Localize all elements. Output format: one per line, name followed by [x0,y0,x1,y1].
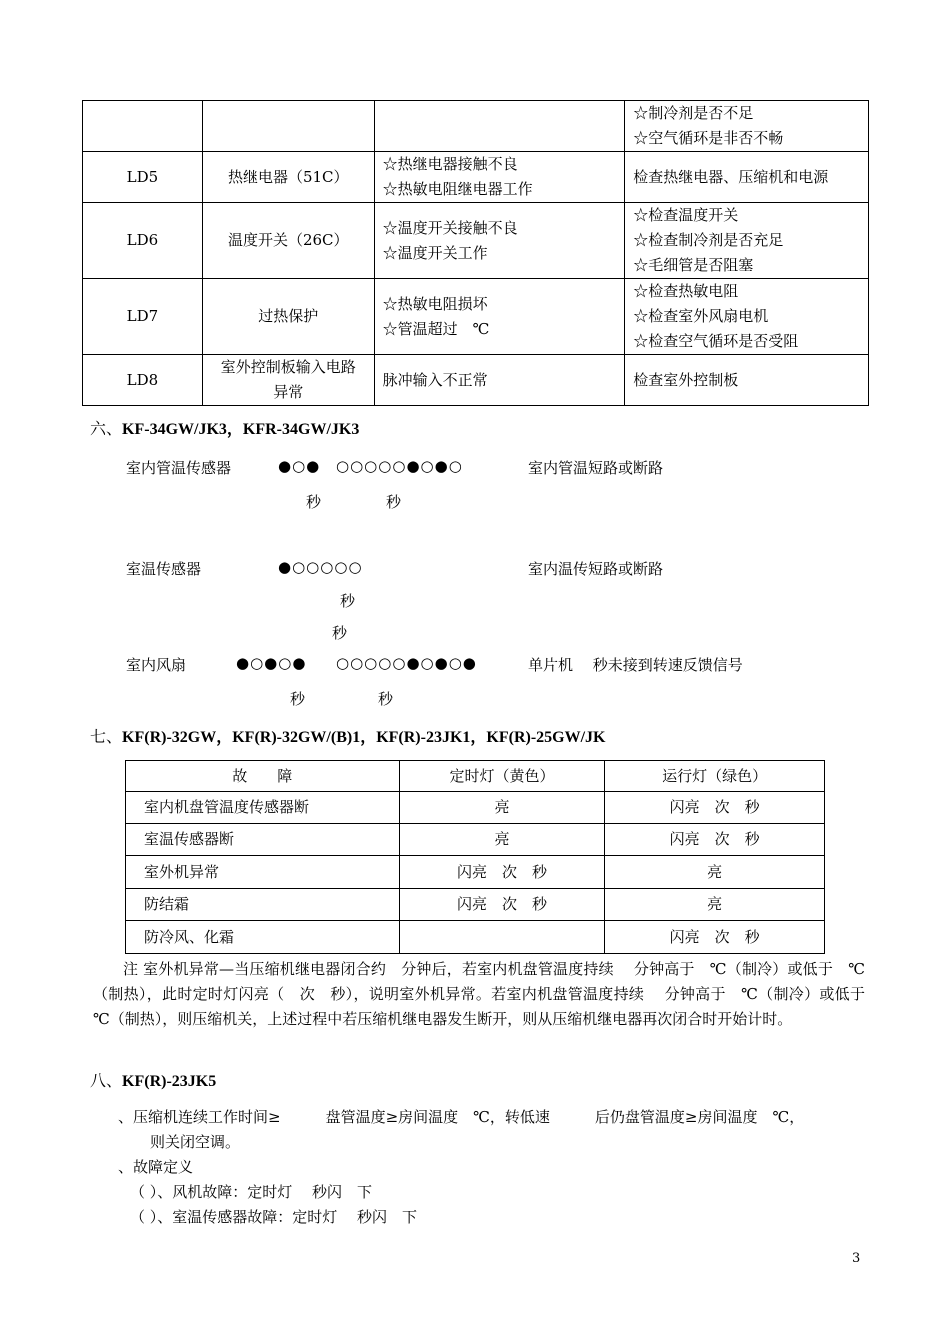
column-header: 故 障 [126,761,400,792]
fault-cell: 室外机异常 [126,856,400,889]
code-cell [83,101,203,152]
column-header: 运行灯（绿色） [605,761,825,792]
text-line: 、故障定义 [118,1158,194,1176]
code-cell: LD5 [83,152,203,203]
timer-light-cell: 亮 [399,792,605,824]
code-cell: LD8 [83,355,203,406]
fault-light-table [125,760,825,954]
seconds-label: 秒 [386,493,402,511]
text-line: （ ）、风机故障：定时灯 秒闪 下 [130,1183,373,1201]
run-light-cell: 亮 [605,889,825,921]
run-light-cell: 闪亮 次 秒 [605,824,825,856]
seconds-label: 秒 [340,592,356,610]
fault-cell: 防冷风、化霜 [126,921,400,954]
check-cell: ☆制冷剂是否不足 ☆空气循环是非否不畅 [625,101,869,152]
table-row [83,152,869,203]
seconds-label: 秒 [332,624,348,642]
cause-cell [374,101,625,152]
fault-table-ld [82,100,869,406]
cause-cell: ☆热敏电阻损坏 ☆管温超过 ℃ [374,279,625,355]
table-row [83,203,869,279]
seconds-label: 秒 [378,690,394,708]
fault-desc: 室内管温短路或断路 [528,459,664,477]
section-heading: 八、KF(R)-23JK5 [90,1071,217,1090]
page-number: 3 [852,1251,861,1266]
run-light-cell: 闪亮 次 秒 [605,921,825,954]
name-cell: 室外控制板输入电路 异常 [202,355,374,406]
blink-pattern: ●○○○○○ [278,558,363,576]
text-line: （ ）、室温传感器故障：定时灯 秒闪 下 [130,1208,418,1226]
fault-cell: 防结霜 [126,889,400,921]
table-row [126,824,825,856]
name-cell: 温度开关（26C） [202,203,374,279]
name-cell: 过热保护 [202,279,374,355]
run-light-cell: 闪亮 次 秒 [605,792,825,824]
cause-cell: ☆热继电器接触不良 ☆热敏电阻继电器工作 [374,152,625,203]
code-cell: LD6 [83,203,203,279]
fault-desc: 室内温传短路或断路 [528,560,664,578]
note-paragraph: 注 室外机异常—当压缩机继电器闭合约 分钟后，若室内机盘管温度持续 分钟高于 ℃（制冷）或低于 ℃（制热），此时定时灯闪亮（ 次 秒），说明室外机异常。若室内机盘管温度持续 分钟高于 ℃（制冷）或低于 ℃（制热），则压缩机关，上述过程中若压缩机继电器发生断开，则从压缩机继电器再次闭合时开始计时。 [93,960,881,1028]
cause-cell: 脉冲输入不正常 [374,355,625,406]
section-heading: 六、KF-34GW/JK3，KFR-34GW/JK3 [90,419,360,438]
table-row [126,889,825,921]
table-row [83,355,869,406]
cause-cell: ☆温度开关接触不良 ☆温度开关工作 [374,203,625,279]
table-row [126,792,825,824]
table-row [83,101,869,152]
timer-light-cell [399,921,605,954]
fault-cell: 室内机盘管温度传感器断 [126,792,400,824]
run-light-cell: 亮 [605,856,825,889]
table-row [126,856,825,889]
section-heading: 七、KF(R)-32GW，KF(R)-32GW/(B)1，KF(R)-23JK1，KF(R)-25GW/JK [90,727,606,746]
text-line: 则关闭空调。 [150,1133,241,1151]
check-cell: ☆检查温度开关 ☆检查制冷剂是否充足 ☆毛细管是否阻塞 [625,203,869,279]
seconds-label: 秒 [306,493,322,511]
fault-cell: 室温传感器断 [126,824,400,856]
seconds-label: 秒 [290,690,306,708]
blink-pattern: ●○● [278,457,321,475]
sensor-label: 室内管温传感器 [126,459,232,477]
fault-desc: 单片机 秒未接到转速反馈信号 [528,656,743,674]
blink-pattern: ○○○○○●○●○● [336,654,477,672]
blink-pattern: ○○○○○●○●○ [336,457,463,475]
table-row [83,279,869,355]
table-row [126,921,825,954]
sensor-label: 室内风扇 [126,656,187,674]
code-cell: LD7 [83,279,203,355]
table-header-row [126,761,825,792]
name-cell [202,101,374,152]
timer-light-cell: 亮 [399,824,605,856]
timer-light-cell: 闪亮 次 秒 [399,889,605,921]
name-cell: 热继电器（51C） [202,152,374,203]
check-cell: 检查室外控制板 [625,355,869,406]
text-line: 、压缩机连续工作时间≥ 盘管温度≥房间温度 ℃，转低速 后仍盘管温度≥房间温度 ℃， [118,1108,805,1126]
check-cell: ☆检查热敏电阻 ☆检查室外风扇电机 ☆检查空气循环是否受阻 [625,279,869,355]
check-cell: 检查热继电器、压缩机和电源 [625,152,869,203]
sensor-label: 室温传感器 [126,560,202,578]
timer-light-cell: 闪亮 次 秒 [399,856,605,889]
column-header: 定时灯（黄色） [399,761,605,792]
blink-pattern: ●○●○● [236,654,307,672]
